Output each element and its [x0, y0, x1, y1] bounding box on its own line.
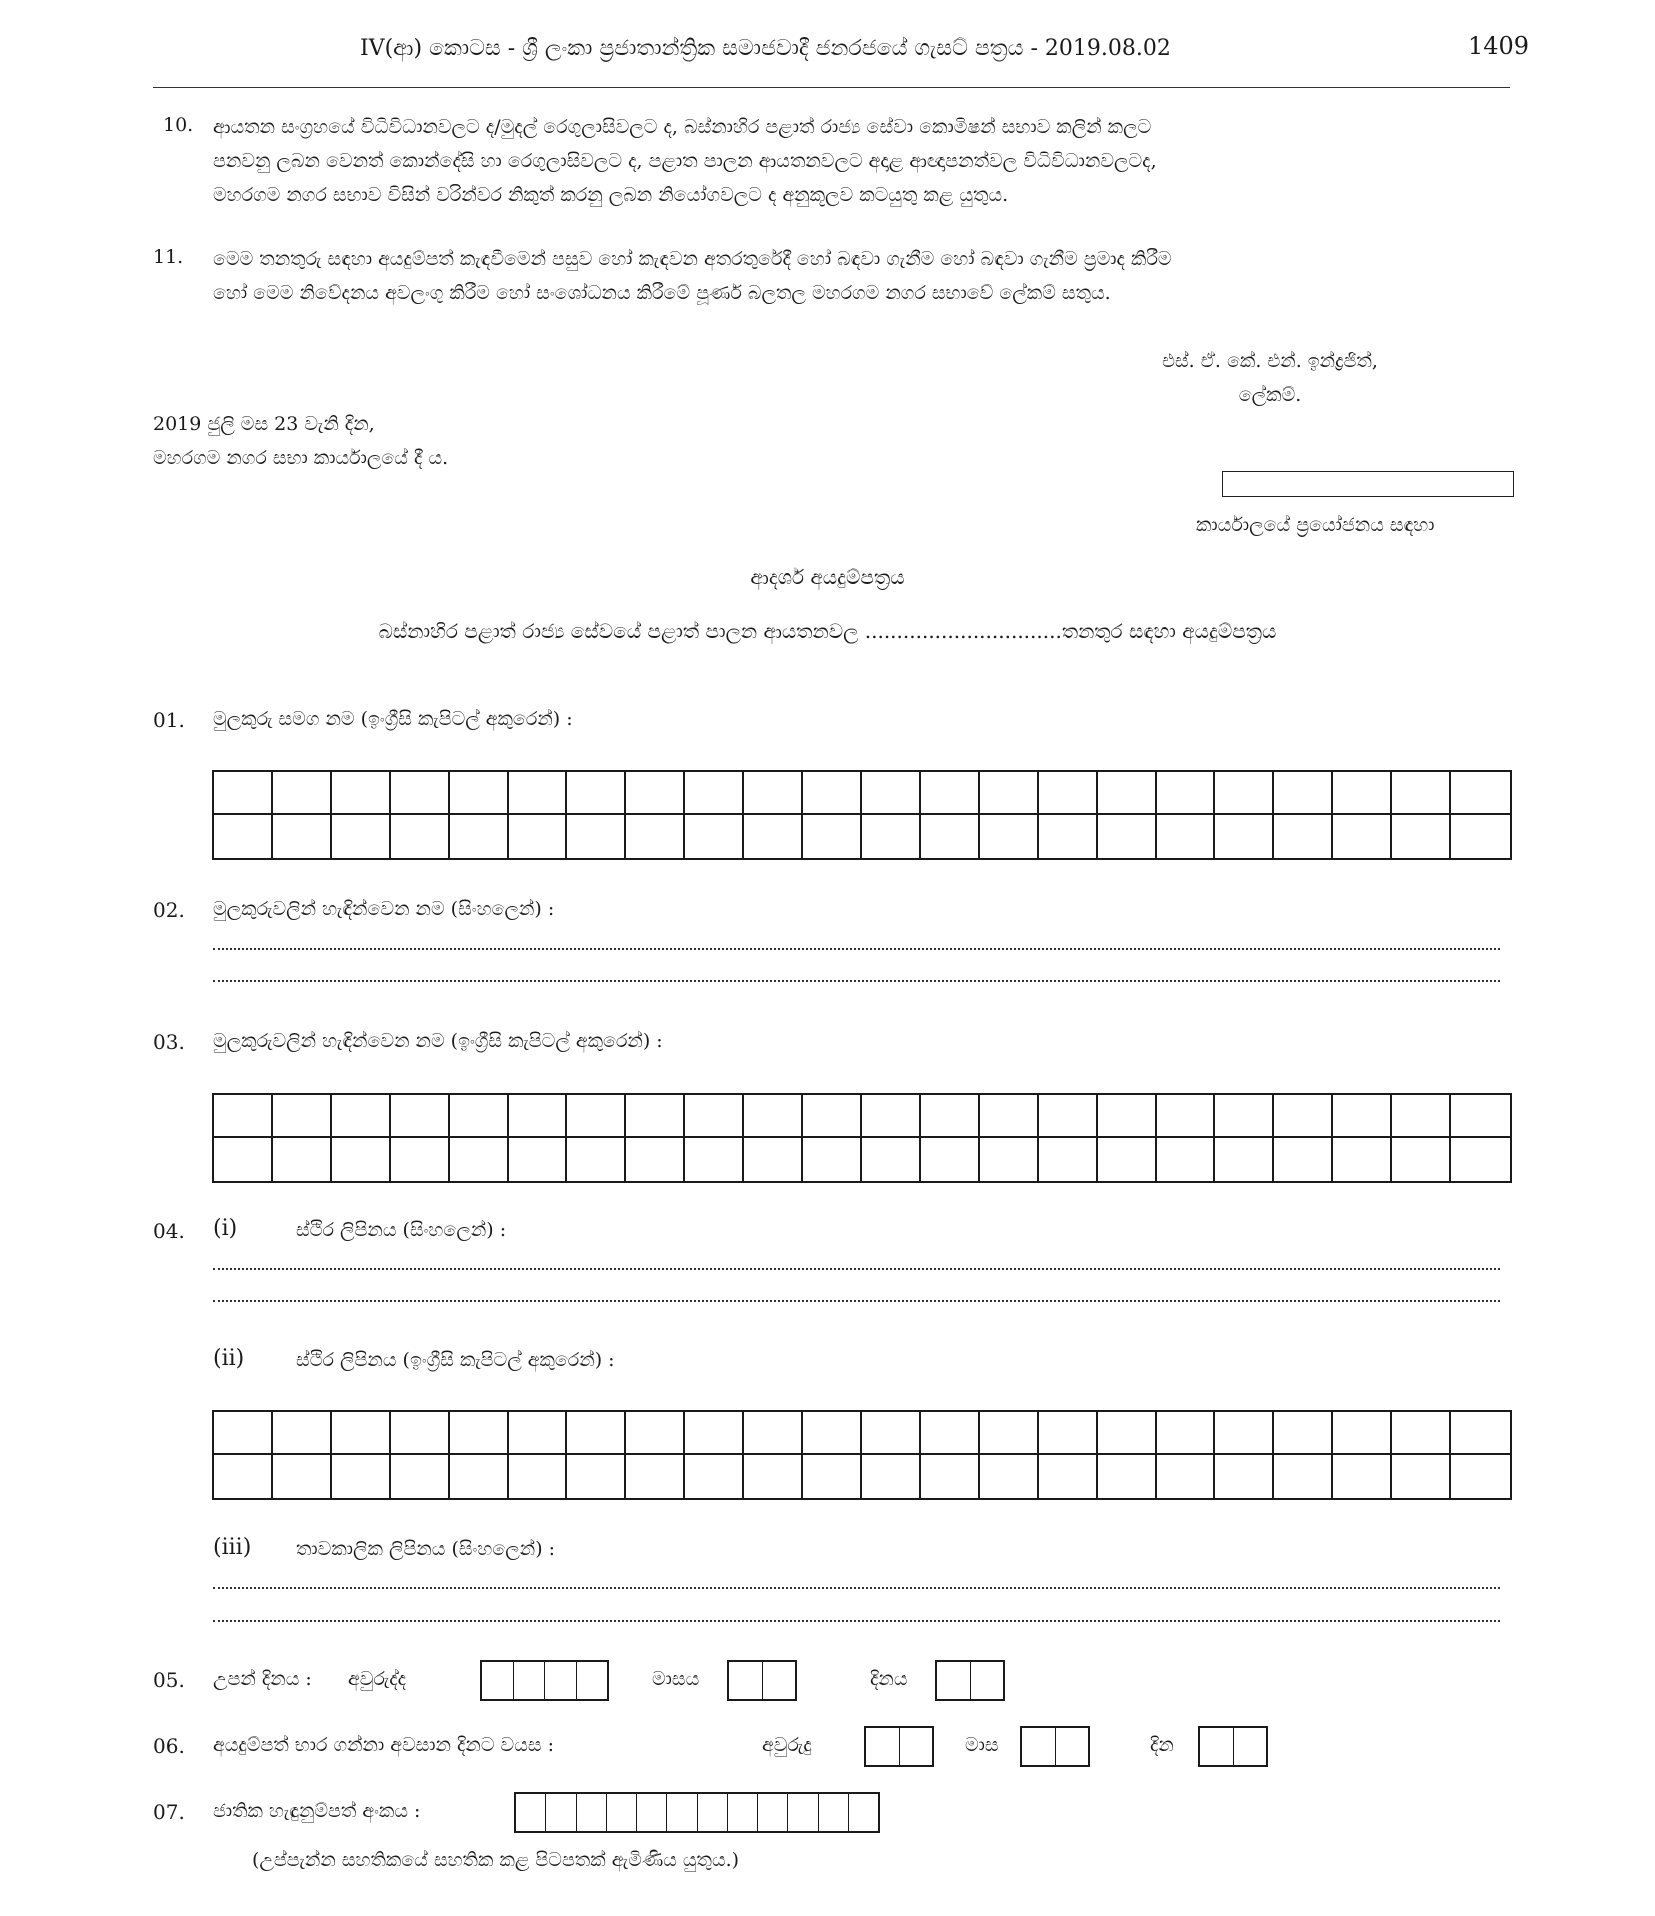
character-box[interactable]: [744, 815, 803, 858]
character-box[interactable]: [1274, 1138, 1333, 1181]
character-box[interactable]: [1392, 1095, 1451, 1138]
signature-block: [1120, 344, 1420, 412]
digit-box[interactable]: [546, 1794, 576, 1831]
digit-box[interactable]: [698, 1794, 728, 1831]
character-box[interactable]: [450, 1138, 509, 1181]
character-box[interactable]: [980, 1095, 1039, 1138]
character-box[interactable]: [214, 772, 273, 815]
character-box[interactable]: [273, 772, 332, 815]
character-box[interactable]: [1157, 772, 1216, 815]
character-box[interactable]: [1274, 1412, 1333, 1455]
header-divider: [153, 87, 1510, 88]
character-box[interactable]: [450, 772, 509, 815]
character-box[interactable]: [744, 772, 803, 815]
digit-box[interactable]: [667, 1794, 697, 1831]
character-box[interactable]: [1098, 1455, 1157, 1498]
character-box[interactable]: [567, 1095, 626, 1138]
character-box[interactable]: [1215, 1412, 1274, 1455]
paragraph-10-line: මහරගම නගර සභාව විසින් වරින්වර නිකුත් කරනු ලබන නියෝගවලට ද අනුකූලව කටයුතු කළ යුතුය.: [213, 183, 1009, 206]
character-box[interactable]: [803, 772, 862, 815]
character-box[interactable]: [980, 815, 1039, 858]
character-box[interactable]: [685, 772, 744, 815]
character-box[interactable]: [862, 1412, 921, 1455]
character-box[interactable]: [803, 1095, 862, 1138]
year-label: අවුරුද්ද: [348, 1668, 407, 1690]
character-box[interactable]: [450, 1455, 509, 1498]
digit-box[interactable]: [729, 1662, 763, 1699]
digit-box[interactable]: [900, 1728, 933, 1765]
character-box[interactable]: [744, 1455, 803, 1498]
character-box[interactable]: [626, 772, 685, 815]
character-box[interactable]: [862, 815, 921, 858]
days-label: දින: [1150, 1734, 1174, 1756]
character-box[interactable]: [980, 772, 1039, 815]
character-box[interactable]: [391, 772, 450, 815]
character-box[interactable]: [803, 815, 862, 858]
character-box[interactable]: [1215, 815, 1274, 858]
question-number: 05.: [153, 1668, 185, 1692]
character-box[interactable]: [626, 1455, 685, 1498]
digit-box[interactable]: [607, 1794, 637, 1831]
paragraph-number-11: 11.: [153, 246, 184, 268]
character-box[interactable]: [332, 772, 391, 815]
character-box[interactable]: [391, 1455, 450, 1498]
character-box[interactable]: [1333, 815, 1392, 858]
character-box[interactable]: [862, 1095, 921, 1138]
character-box[interactable]: [1392, 772, 1451, 815]
character-box[interactable]: [391, 815, 450, 858]
birth-day-boxes[interactable]: [935, 1660, 1005, 1701]
character-box[interactable]: [1392, 1455, 1451, 1498]
character-box[interactable]: [391, 1412, 450, 1455]
character-box[interactable]: [1333, 1455, 1392, 1498]
character-box[interactable]: [332, 1455, 391, 1498]
character-box[interactable]: [803, 1138, 862, 1181]
signatory-title: ලේකම්.: [1238, 384, 1302, 407]
character-box[interactable]: [921, 772, 980, 815]
birth-year-boxes[interactable]: [480, 1660, 609, 1701]
digit-box[interactable]: [866, 1728, 900, 1765]
digit-box[interactable]: [728, 1794, 758, 1831]
character-box[interactable]: [1157, 1412, 1216, 1455]
character-box[interactable]: [332, 1095, 391, 1138]
issue-date: 2019 ජුලි මස 23 වැනි දින,: [153, 413, 375, 435]
character-box[interactable]: [391, 1095, 450, 1138]
name-denoted-sinhala-label: මුලකුරුවලින් හැඳින්වෙන නම (සිංහලෙන්) :: [213, 898, 555, 920]
character-box[interactable]: [509, 1412, 568, 1455]
temporary-address-sinhala-label: තාවකාලික ලිපිනය (සිංහලෙන්) :: [296, 1538, 556, 1560]
name-denoted-english-grid[interactable]: [212, 1093, 1512, 1183]
character-box[interactable]: [1333, 1095, 1392, 1138]
digit-box[interactable]: [1234, 1728, 1267, 1765]
character-box[interactable]: [332, 1412, 391, 1455]
digit-box[interactable]: [1200, 1728, 1234, 1765]
digit-box[interactable]: [516, 1794, 546, 1831]
digit-box[interactable]: [577, 1794, 607, 1831]
character-box[interactable]: [1215, 1095, 1274, 1138]
character-box[interactable]: [685, 815, 744, 858]
subquestion-marker: (iii): [213, 1535, 252, 1560]
character-box[interactable]: [1157, 815, 1216, 858]
character-box[interactable]: [1333, 772, 1392, 815]
character-box[interactable]: [1451, 1138, 1510, 1181]
character-box[interactable]: [685, 1455, 744, 1498]
character-box[interactable]: [509, 815, 568, 858]
birth-certificate-note: (උප්පැන්න සහතිකයේ සහතික කළ පිටපතක් ඇමිණිය යුතුය.): [252, 1849, 740, 1871]
character-box[interactable]: [1039, 1455, 1098, 1498]
digit-box[interactable]: [482, 1662, 514, 1699]
character-box[interactable]: [1333, 1412, 1392, 1455]
name-denoted-english-label: මුලකුරුවලින් හැඳින්වෙන නම (ඉංග්‍රීසි කැපිටල් අකුරෙන්) :: [213, 1030, 663, 1052]
character-box[interactable]: [567, 1138, 626, 1181]
character-box[interactable]: [1274, 1455, 1333, 1498]
question-number: 03.: [153, 1030, 185, 1054]
character-box[interactable]: [980, 1412, 1039, 1455]
character-box[interactable]: [214, 1455, 273, 1498]
subquestion-marker: (i): [213, 1216, 238, 1241]
character-box[interactable]: [567, 1455, 626, 1498]
date-of-birth-label: උපන් දිනය :: [213, 1668, 312, 1690]
character-box[interactable]: [509, 1095, 568, 1138]
character-box[interactable]: [626, 1412, 685, 1455]
paragraph-10-line: ආයතන සංග්‍රහයේ විධිවිධානවලට ද/මුදල් රෙගුලාසිවලට ද, බස්නාහිර පළාත් රාජ්‍ය සේවා කොමිෂන් සභාව කලින් කලට: [213, 116, 1152, 138]
character-box[interactable]: [744, 1095, 803, 1138]
month-label: මාසය: [652, 1668, 700, 1690]
digit-box[interactable]: [971, 1662, 1004, 1699]
character-box[interactable]: [685, 1095, 744, 1138]
character-box[interactable]: [273, 1455, 332, 1498]
character-box[interactable]: [273, 815, 332, 858]
character-box[interactable]: [450, 815, 509, 858]
question-number: 02.: [153, 898, 185, 922]
character-box[interactable]: [685, 1138, 744, 1181]
character-box[interactable]: [1098, 772, 1157, 815]
character-box[interactable]: [509, 772, 568, 815]
character-box[interactable]: [921, 1412, 980, 1455]
character-box[interactable]: [921, 1455, 980, 1498]
character-box[interactable]: [1215, 1455, 1274, 1498]
character-box[interactable]: [744, 1138, 803, 1181]
dotted-entry-line[interactable]: [213, 948, 1500, 950]
office-use-label: කාර්යාලයේ ප්‍රයෝජනය සඳහා: [1196, 514, 1435, 536]
character-box[interactable]: [214, 1412, 273, 1455]
character-box[interactable]: [1215, 772, 1274, 815]
permanent-address-english-label: ස්ථිර ලිපිනය (ඉංග්‍රීසි කැපිටල් අකුරෙන්) :: [296, 1349, 615, 1371]
name-with-initials-label: මුලකුරු සමග නම (ඉංග්‍රීසි කැපිටල් අකුරෙන්) :: [213, 708, 573, 730]
character-box[interactable]: [744, 1412, 803, 1455]
character-box[interactable]: [1274, 815, 1333, 858]
digit-box[interactable]: [937, 1662, 971, 1699]
paragraph-number-10: 10.: [163, 114, 194, 136]
character-box[interactable]: [921, 815, 980, 858]
page-number: 1409: [1468, 32, 1530, 60]
character-box[interactable]: [921, 1095, 980, 1138]
digit-box[interactable]: [849, 1794, 878, 1831]
character-box[interactable]: [1098, 815, 1157, 858]
character-box[interactable]: [509, 1138, 568, 1181]
paragraph-11-line: මෙම තනතුරු සඳහා අයදුම්පත් කැඳවීමෙන් පසුව හෝ කැඳවන අතරතුරේදී හෝ බඳවා ගැනීම හෝ බඳවා ගැනීම ප්‍රමාද කිරීම: [213, 248, 1172, 270]
paragraph-10: [213, 111, 1510, 212]
digit-box[interactable]: [1056, 1728, 1089, 1765]
permanent-address-english-grid[interactable]: [212, 1410, 1512, 1500]
character-box[interactable]: [214, 1095, 273, 1138]
subquestion-marker: (ii): [213, 1346, 245, 1371]
dotted-entry-line[interactable]: [213, 1620, 1500, 1622]
character-box[interactable]: [862, 1138, 921, 1181]
paragraph-11: [213, 243, 1510, 311]
character-box[interactable]: [626, 1138, 685, 1181]
issue-place: මහරගම නගර සභා කාර්යාලයේ දී ය.: [153, 447, 449, 469]
question-number: 07.: [153, 1800, 185, 1824]
character-box[interactable]: [1451, 815, 1510, 858]
digit-box[interactable]: [1022, 1728, 1056, 1765]
character-box[interactable]: [1098, 1095, 1157, 1138]
character-box[interactable]: [273, 1138, 332, 1181]
character-box[interactable]: [1274, 772, 1333, 815]
paragraph-11-line: හෝ මෙම නිවේදනය අවලංගු කිරීම හෝ සංශෝධනය කිරීමේ පූර්ණ බලතල මහරගම නගර සභාවේ ලේකම් සතුය.: [213, 281, 1111, 304]
character-box[interactable]: [273, 1412, 332, 1455]
digit-box[interactable]: [788, 1794, 818, 1831]
character-box[interactable]: [1392, 815, 1451, 858]
character-box[interactable]: [332, 1138, 391, 1181]
character-box[interactable]: [509, 1455, 568, 1498]
character-box[interactable]: [1039, 815, 1098, 858]
character-box[interactable]: [1039, 1412, 1098, 1455]
character-box[interactable]: [1039, 1095, 1098, 1138]
character-box[interactable]: [1274, 1095, 1333, 1138]
name-with-initials-grid[interactable]: [212, 770, 1512, 860]
character-box[interactable]: [450, 1412, 509, 1455]
character-box[interactable]: [214, 1138, 273, 1181]
character-box[interactable]: [567, 815, 626, 858]
character-box[interactable]: [1098, 1412, 1157, 1455]
dotted-entry-line[interactable]: [213, 1300, 1500, 1302]
character-box[interactable]: [1039, 772, 1098, 815]
question-number: 01.: [153, 708, 185, 732]
age-years-boxes[interactable]: [864, 1726, 934, 1767]
character-box[interactable]: [803, 1455, 862, 1498]
question-number: 04.: [153, 1219, 185, 1243]
age-months-boxes[interactable]: [1020, 1726, 1090, 1767]
character-box[interactable]: [1392, 1138, 1451, 1181]
dotted-entry-line[interactable]: [213, 1268, 1500, 1270]
character-box[interactable]: [921, 1138, 980, 1181]
office-use-box[interactable]: [1222, 471, 1514, 497]
digit-box[interactable]: [577, 1662, 608, 1699]
character-box[interactable]: [450, 1095, 509, 1138]
character-box[interactable]: [980, 1138, 1039, 1181]
digit-box[interactable]: [758, 1794, 788, 1831]
character-box[interactable]: [1333, 1138, 1392, 1181]
character-box[interactable]: [1039, 1138, 1098, 1181]
nic-number-boxes[interactable]: [514, 1792, 880, 1833]
character-box[interactable]: [567, 772, 626, 815]
paragraph-10-line: පනවනු ලබන වෙනත් කොන්දේසි හා රෙගුලාසිවලට ද, පළාත පාලන ආයතනවලට අදාළ ආඥාපනත්වල විධිවිධානවලටද,: [213, 149, 1157, 172]
character-box[interactable]: [1157, 1095, 1216, 1138]
character-box[interactable]: [391, 1138, 450, 1181]
character-box[interactable]: [626, 1095, 685, 1138]
dotted-entry-line[interactable]: [213, 1587, 1500, 1589]
digit-box[interactable]: [545, 1662, 577, 1699]
model-application-title: ආදර්ශ අයදුම්පත්‍රය: [750, 565, 905, 589]
character-box[interactable]: [862, 1455, 921, 1498]
character-box[interactable]: [626, 815, 685, 858]
digit-box[interactable]: [819, 1794, 849, 1831]
character-box[interactable]: [685, 1412, 744, 1455]
character-box[interactable]: [332, 815, 391, 858]
character-box[interactable]: [1392, 1412, 1451, 1455]
age-at-closing-date-label: අයදුම්පත් භාර ගන්නා අවසාන දිනට වයස :: [213, 1734, 554, 1756]
character-box[interactable]: [1098, 1138, 1157, 1181]
character-box[interactable]: [567, 1412, 626, 1455]
birth-month-boxes[interactable]: [727, 1660, 797, 1701]
digit-box[interactable]: [514, 1662, 546, 1699]
character-box[interactable]: [273, 1095, 332, 1138]
character-box[interactable]: [803, 1412, 862, 1455]
character-box[interactable]: [1451, 1095, 1510, 1138]
character-box[interactable]: [214, 815, 273, 858]
day-label: දිනය: [870, 1668, 908, 1690]
age-days-boxes[interactable]: [1198, 1726, 1268, 1767]
months-label: මාස: [965, 1734, 999, 1756]
digit-box[interactable]: [637, 1794, 667, 1831]
digit-box[interactable]: [763, 1662, 796, 1699]
character-box[interactable]: [1451, 1455, 1510, 1498]
character-box[interactable]: [980, 1455, 1039, 1498]
character-box[interactable]: [1215, 1138, 1274, 1181]
character-box[interactable]: [862, 772, 921, 815]
form-title: බස්නාහිර පළාත් රාජ්‍ය සේවයේ පළාත් පාලන ආයතනවල ...............................තනතුර සඳහා අයදුම්පත්‍රය: [378, 619, 1277, 643]
permanent-address-sinhala-label: ස්ථිර ලිපිනය (සිංහලෙන්) :: [296, 1219, 507, 1241]
character-box[interactable]: [1451, 772, 1510, 815]
character-box[interactable]: [1157, 1455, 1216, 1498]
question-number: 06.: [153, 1734, 185, 1758]
years-label: අවුරුදු: [762, 1734, 812, 1756]
character-box[interactable]: [1451, 1412, 1510, 1455]
character-box[interactable]: [1157, 1138, 1216, 1181]
gazette-header-title: IV(ආ) කොටස - ශ්‍රී ලංකා ප්‍රජාතාන්ත්‍රික සමාජවාදී ජනරජයේ ගැසට් පත්‍රය - 2019.08.02: [360, 36, 1171, 61]
dotted-entry-line[interactable]: [213, 980, 1500, 982]
nic-number-label: ජාතික හැඳුනුම්පත් අංකය :: [213, 1800, 421, 1822]
signatory-name: එස්. ඒ. කේ. එන්. ඉන්ද්‍රජිත්,: [1162, 350, 1378, 372]
